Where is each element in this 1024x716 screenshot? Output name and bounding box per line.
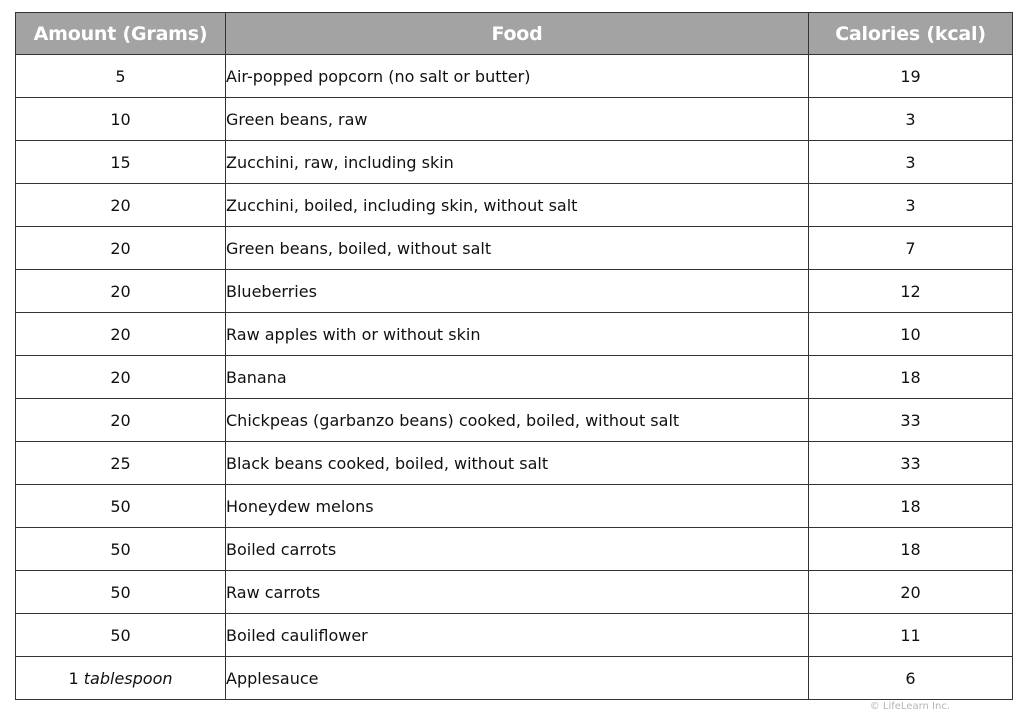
food-cell: Air-popped popcorn (no salt or butter) bbox=[226, 55, 809, 98]
calories-cell: 19 bbox=[809, 55, 1013, 98]
amount-cell bbox=[16, 571, 226, 614]
amount-value: 10 bbox=[110, 109, 131, 129]
calories-cell: 18 bbox=[809, 528, 1013, 571]
amount-cell bbox=[16, 614, 226, 657]
table-row bbox=[16, 442, 1013, 485]
amount-value: 20 bbox=[110, 281, 131, 301]
amount-value: 50 bbox=[110, 625, 131, 645]
food-cell: Green beans, boiled, without salt bbox=[226, 227, 809, 270]
copyright-notice: © LifeLearn Inc. bbox=[869, 701, 950, 712]
amount-value: 15 bbox=[110, 152, 131, 172]
header-amount: Amount (Grams) bbox=[16, 13, 226, 55]
amount-value: 50 bbox=[110, 496, 131, 516]
table-body bbox=[16, 55, 1013, 700]
food-cell: Boiled cauliflower bbox=[226, 614, 809, 657]
calories-cell: 33 bbox=[809, 399, 1013, 442]
food-cell: Applesauce bbox=[226, 657, 809, 700]
amount-cell bbox=[16, 55, 226, 98]
amount-value: 1 bbox=[68, 668, 79, 688]
table-row bbox=[16, 98, 1013, 141]
calories-cell: 3 bbox=[809, 98, 1013, 141]
food-cell: Raw carrots bbox=[226, 571, 809, 614]
table-row bbox=[16, 227, 1013, 270]
table-header-row bbox=[16, 13, 1013, 55]
calories-cell: 18 bbox=[809, 356, 1013, 399]
table-row bbox=[16, 55, 1013, 98]
food-cell: Zucchini, raw, including skin bbox=[226, 141, 809, 184]
calories-cell: 3 bbox=[809, 184, 1013, 227]
table-row bbox=[16, 356, 1013, 399]
food-cell: Boiled carrots bbox=[226, 528, 809, 571]
amount-unit: tablespoon bbox=[83, 668, 173, 688]
header-food: Food bbox=[226, 13, 809, 55]
calories-cell: 6 bbox=[809, 657, 1013, 700]
amount-cell bbox=[16, 227, 226, 270]
table-row bbox=[16, 614, 1013, 657]
food-cell: Banana bbox=[226, 356, 809, 399]
amount-cell bbox=[16, 270, 226, 313]
calories-cell: 12 bbox=[809, 270, 1013, 313]
table-row bbox=[16, 571, 1013, 614]
food-cell: Honeydew melons bbox=[226, 485, 809, 528]
food-cell: Zucchini, boiled, including skin, without salt bbox=[226, 184, 809, 227]
amount-cell bbox=[16, 141, 226, 184]
calories-cell: 20 bbox=[809, 571, 1013, 614]
table-row bbox=[16, 313, 1013, 356]
food-cell: Green beans, raw bbox=[226, 98, 809, 141]
amount-value: 20 bbox=[110, 238, 131, 258]
table-row bbox=[16, 141, 1013, 184]
amount-value: 50 bbox=[110, 539, 131, 559]
amount-cell bbox=[16, 442, 226, 485]
food-cell: Raw apples with or without skin bbox=[226, 313, 809, 356]
calories-cell: 11 bbox=[809, 614, 1013, 657]
table-row bbox=[16, 399, 1013, 442]
calories-cell: 10 bbox=[809, 313, 1013, 356]
table-row bbox=[16, 657, 1013, 700]
amount-cell bbox=[16, 98, 226, 141]
amount-value: 25 bbox=[110, 453, 131, 473]
calories-cell: 3 bbox=[809, 141, 1013, 184]
table-row bbox=[16, 485, 1013, 528]
amount-value: 5 bbox=[115, 66, 126, 86]
amount-value: 20 bbox=[110, 367, 131, 387]
food-cell: Blueberries bbox=[226, 270, 809, 313]
calories-cell: 18 bbox=[809, 485, 1013, 528]
amount-value: 20 bbox=[110, 324, 131, 344]
table-row bbox=[16, 270, 1013, 313]
amount-cell bbox=[16, 485, 226, 528]
amount-cell bbox=[16, 356, 226, 399]
amount-value: 50 bbox=[110, 582, 131, 602]
amount-value: 20 bbox=[110, 195, 131, 215]
amount-cell bbox=[16, 184, 226, 227]
food-cell: Chickpeas (garbanzo beans) cooked, boiled, without salt bbox=[226, 399, 809, 442]
food-cell: Black beans cooked, boiled, without salt bbox=[226, 442, 809, 485]
header-calories: Calories (kcal) bbox=[809, 13, 1013, 55]
calories-cell: 7 bbox=[809, 227, 1013, 270]
calories-cell: 33 bbox=[809, 442, 1013, 485]
food-calorie-table bbox=[15, 12, 1013, 700]
amount-cell bbox=[16, 313, 226, 356]
amount-cell bbox=[16, 657, 226, 700]
table-row bbox=[16, 184, 1013, 227]
table-row bbox=[16, 528, 1013, 571]
amount-cell bbox=[16, 528, 226, 571]
amount-cell bbox=[16, 399, 226, 442]
amount-value: 20 bbox=[110, 410, 131, 430]
